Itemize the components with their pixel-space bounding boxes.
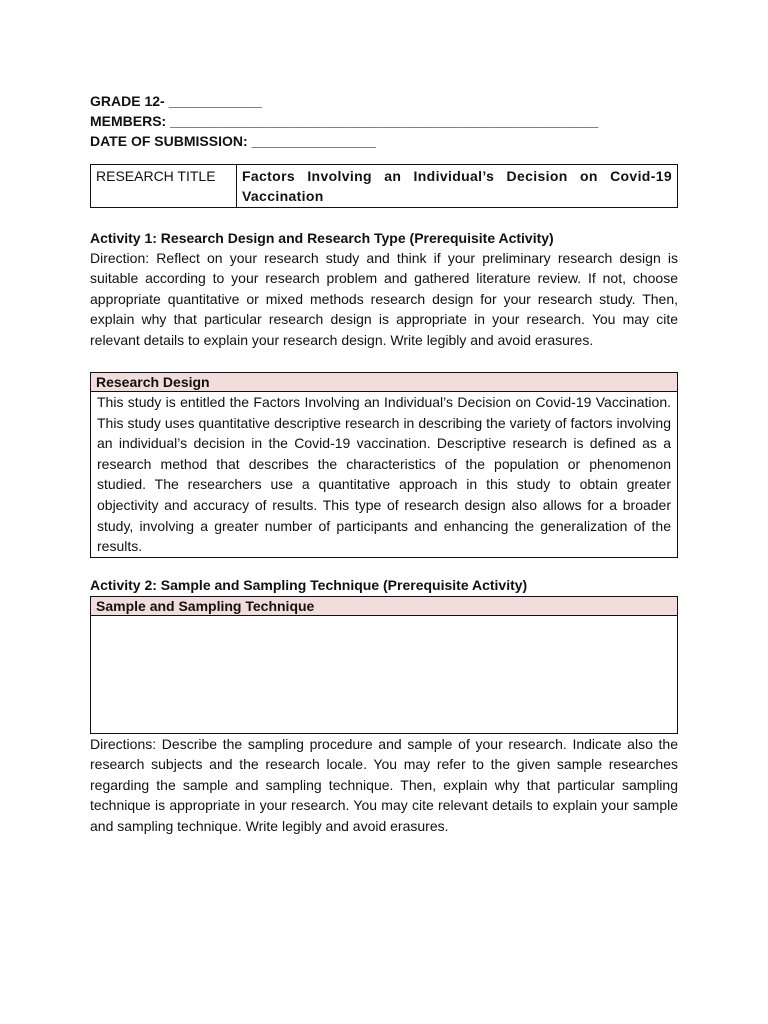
activity-2-directions: Directions: Describe the sampling procedure and sample of your research. Indicate also the research subjects and the research locale. You may refer to the given sample researches regarding the sample and sampling technique. Then, explain why that particular sampling technique is appropriate in your research. You may cite relevant details to explain your sample and sampling technique. Write legibly and avoid erasures. (90, 735, 678, 834)
sampling-technique-header: Sample and Sampling Technique (91, 596, 678, 615)
activity-1-title: Activity 1: Research Design and Research Type (Prerequisite Activity) (90, 230, 554, 246)
research-title-value: Factors Involving an Individual’s Decision on Covid-19 Vaccination (237, 165, 678, 208)
worksheet-content (90, 91, 678, 836)
date-of-submission-line: DATE OF SUBMISSION: ________________ (90, 133, 377, 149)
research-title-label: RESEARCH TITLE (91, 165, 237, 208)
research-title-table (90, 164, 678, 208)
research-design-header: Research Design (91, 373, 678, 392)
research-design-box (90, 372, 678, 558)
sampling-technique-answer-area[interactable] (91, 615, 678, 733)
activity-1-direction: Direction: Reflect on your research study and think if your preliminary research design is suitable according to your research problem and gathered literature review. If not, choose appropriate quantitative or mixed methods research design for your research study. Then, explain why that particular research design is appropriate in your research. You may cite relevant details to explain your research design. Write legibly and avoid erasures. (90, 250, 678, 348)
activity-2-title: Activity 2: Sample and Sampling Technique (Prerequisite Activity) (90, 576, 528, 593)
grade-line: GRADE 12- ____________ (90, 93, 263, 109)
sampling-technique-box (90, 596, 678, 734)
members-line: MEMBERS: _______________________________________________________ (90, 113, 599, 129)
research-design-body: This study is entitled the Factors Involving an Individual’s Decision on Covid-19 Vaccination. This study uses quantitative descriptive research in describing the variety of factors involving an individual’s decision in the Covid-19 vaccination. Descriptive research is defined as a research method that describes the characteristics of the population or phenomenon studied. The researchers use a quantitative approach in this study to obtain greater objectivity and accuracy of results. This type of research design also allows for a broader study, involving a greater number of participants and enhancing the generalization of the results. (91, 392, 678, 558)
